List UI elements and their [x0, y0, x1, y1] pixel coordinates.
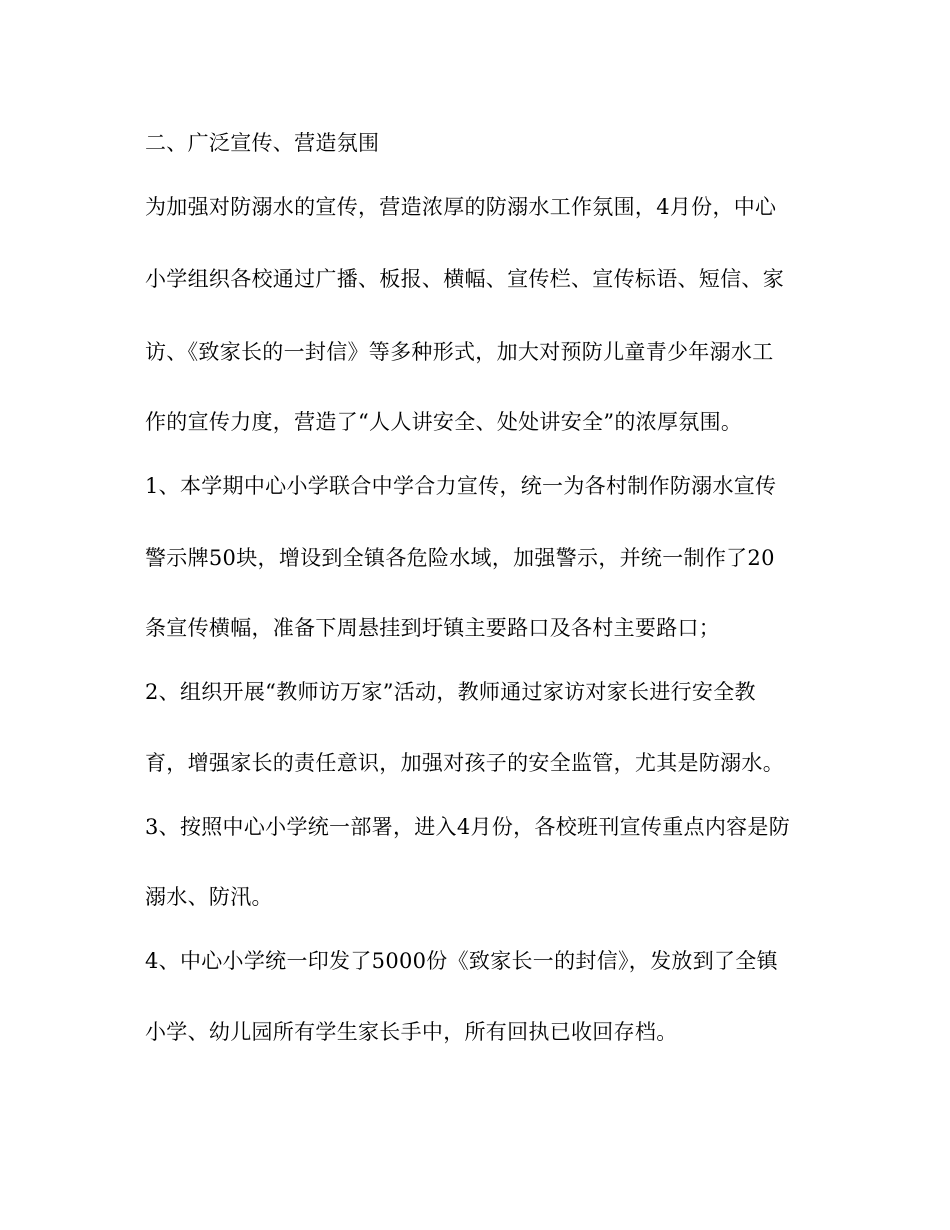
list-item-1-line: 警示牌50块，增设到全镇各危险水域，加强警示，并统一制作了20	[145, 546, 775, 570]
section-heading: 二、广泛宣传、营造氛围	[145, 131, 380, 155]
list-item-2-line: 育，增强家长的责任意识，加强对孩子的安全监管，尤其是防溺水。	[145, 751, 784, 775]
list-item-2-line: 2、组织开展“教师访万家”活动，教师通过家访对家长进行安全教	[145, 680, 756, 704]
paragraph-line: 访、《致家长的一封信》等多种形式，加大对预防儿童青少年溺水工	[145, 340, 774, 364]
paragraph-line: 小学组织各校通过广播、板报、横幅、宣传栏、宣传标语、短信、家	[145, 267, 784, 291]
list-item-3-line: 溺水、防汛。	[145, 885, 273, 909]
paragraph-line: 作的宣传力度，营造了“人人讲安全、处处讲安全”的浓厚氛围。	[145, 410, 743, 434]
list-item-1-line: 1、本学期中心小学联合中学合力宣传，统一为各村制作防溺水宣传	[145, 474, 777, 498]
list-item-4-line: 小学、幼儿园所有学生家长手中，所有回执已收回存档。	[145, 1020, 678, 1044]
list-item-3-line: 3、按照中心小学统一部署，进入4月份，各校班刊宣传重点内容是防	[145, 815, 791, 839]
list-item-4-line: 4、中心小学统一印发了5000份《致家长一的封信》，发放到了全镇	[145, 949, 778, 973]
paragraph-line: 为加强对防溺水的宣传，营造浓厚的防溺水工作氛围，4月份，中心	[145, 195, 777, 219]
list-item-1-line: 条宣传横幅，准备下周悬挂到圩镇主要路口及各村主要路口；	[145, 616, 721, 640]
